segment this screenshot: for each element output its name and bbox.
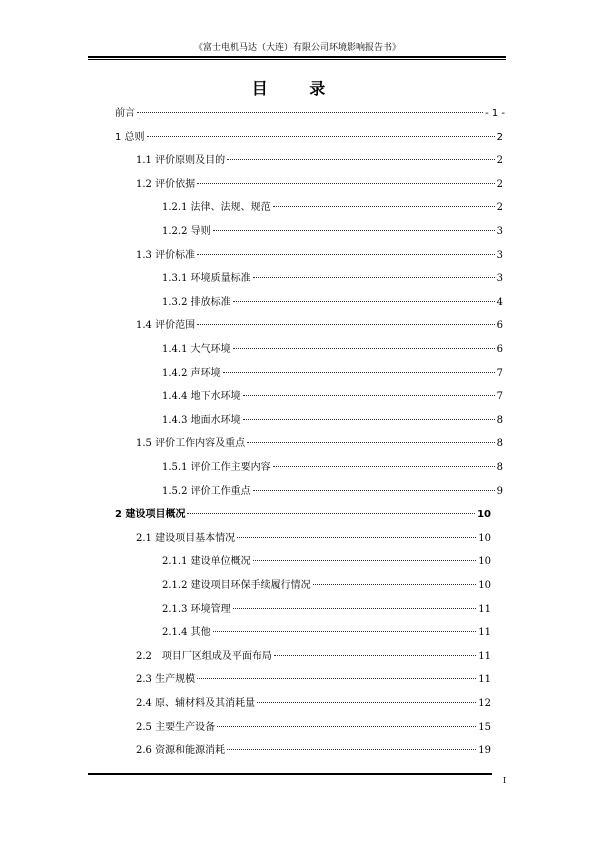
toc-entry[interactable] [136, 672, 491, 688]
footer-rule [88, 773, 492, 775]
toc-entry-page: 11 [478, 650, 491, 662]
toc-entry-label: 2.1.3 环境管理 [162, 603, 231, 615]
toc-entry-label: 1.4.3 地面水环境 [162, 414, 241, 426]
toc-leader-dots [273, 466, 495, 467]
toc-entry-label: 1.3.2 排放标准 [162, 296, 231, 308]
toc-leader-dots [197, 254, 495, 255]
toc-entry-label: 1.4.2 声环境 [162, 367, 221, 379]
toc-entry-label: 1 总则 [115, 131, 145, 143]
toc-entry[interactable] [162, 224, 503, 240]
toc-entry[interactable] [136, 649, 491, 665]
toc-entry-page: 10 [478, 556, 491, 568]
toc-entry-page: 2 [496, 155, 503, 167]
toc-entry-page: 9 [496, 485, 503, 497]
toc-entry-page: 10 [477, 509, 491, 521]
toc-leader-dots [253, 560, 477, 561]
toc-entry[interactable] [162, 200, 503, 216]
toc-entry-label: 1.5.2 评价工作重点 [162, 485, 251, 497]
toc-entry-label: 2.1.2 建设项目环保手续履行情况 [162, 580, 311, 591]
toc-entry-page: 8 [496, 438, 503, 450]
toc-entry-label: 1.5 评价工作内容及重点 [136, 438, 246, 450]
toc-entry-page: 3 [496, 226, 503, 237]
toc-entry-label: 2.5 主要生产设备 [136, 721, 216, 733]
toc-entry-page: 3 [496, 249, 503, 261]
toc-entry[interactable] [136, 696, 491, 712]
toc-leader-dots [217, 726, 476, 727]
toc-leader-dots [187, 513, 475, 514]
toc-entry-label: 1.2 评价依据 [136, 178, 196, 190]
toc-entry[interactable] [115, 130, 503, 146]
toc-entry-label: 1.1 评价原则及目的 [136, 155, 226, 167]
toc-leader-dots [197, 324, 495, 325]
toc-entry-label: 2 建设项目概况 [115, 509, 186, 521]
toc-leader-dots [197, 678, 476, 679]
toc-entry-page: 19 [478, 745, 491, 757]
toc-leader-dots [137, 112, 483, 113]
header-rule [88, 56, 506, 58]
toc-title: 目 录 [251, 79, 344, 98]
toc-leader-dots [233, 608, 477, 609]
toc-leader-dots [227, 749, 476, 750]
header-rule-thin [88, 59, 506, 60]
toc-entry[interactable] [162, 484, 503, 500]
toc-leader-dots [257, 702, 476, 703]
toc-entry-label: 1.3 评价标准 [136, 249, 196, 261]
toc-leader-dots [247, 442, 495, 443]
toc-entry-label: 1.5.1 评价工作主要内容 [162, 462, 271, 473]
toc-entry[interactable] [136, 436, 503, 452]
toc-entry[interactable] [136, 248, 503, 264]
toc-entry[interactable] [162, 389, 503, 405]
toc-entry[interactable] [115, 106, 505, 122]
toc-entry[interactable] [136, 720, 491, 736]
toc-leader-dots [274, 655, 476, 656]
toc-entry-page: 10 [478, 532, 491, 544]
toc-entry[interactable] [136, 743, 491, 759]
toc-entry-page: 2 [496, 202, 503, 214]
toc-leader-dots [243, 395, 495, 396]
toc-entry-label: 前言 [115, 108, 135, 119]
toc-entry-label: 1.4.1 大气环境 [162, 344, 231, 355]
toc-entry[interactable] [162, 295, 503, 311]
toc-leader-dots [223, 372, 495, 373]
toc-entry-label: 2.1.1 建设单位概况 [162, 556, 251, 568]
toc-entry[interactable] [162, 366, 503, 382]
toc-entry-page: 15 [478, 721, 491, 733]
toc-leader-dots [243, 419, 495, 420]
toc-entry[interactable] [162, 460, 503, 476]
toc-entry-page: 2 [496, 178, 503, 190]
toc-entry[interactable] [162, 413, 503, 429]
toc-leader-dots [233, 301, 495, 302]
toc-leader-dots [147, 136, 495, 137]
toc-entry[interactable] [136, 153, 503, 169]
toc-entry-label: 2.1.4 其他 [162, 627, 211, 639]
toc-entry-label: 2.3 生产规模 [136, 674, 196, 686]
toc-entry[interactable] [162, 602, 491, 618]
toc-entry[interactable] [162, 625, 491, 641]
toc-leader-dots [273, 206, 495, 207]
toc-entry-page: 6 [496, 320, 503, 332]
toc-entry-page: 6 [496, 344, 503, 355]
toc-entry-page: 8 [496, 462, 503, 473]
toc-entry[interactable] [115, 507, 491, 523]
page-number: I [503, 776, 507, 785]
toc-entry-page: 4 [496, 296, 503, 308]
toc-entry-label: 1.2.2 导则 [162, 226, 211, 237]
toc-leader-dots [213, 230, 495, 231]
toc-entry-label: 1.2.1 法律、法规、规范 [162, 202, 271, 214]
toc-entry[interactable] [162, 554, 491, 570]
toc-entry-page: 7 [496, 367, 503, 379]
toc-entry-label: 2.1 建设项目基本情况 [136, 532, 236, 544]
toc-entry-page: 8 [496, 414, 503, 426]
toc-entry-label: 1.4.4 地下水环境 [162, 391, 241, 403]
toc-entry-page: 10 [478, 580, 491, 591]
toc-entry-page: - 1 - [485, 108, 505, 119]
toc-leader-dots [253, 490, 495, 491]
toc-entry-page: 11 [478, 674, 491, 686]
toc-leader-dots [197, 183, 495, 184]
toc-leader-dots [227, 159, 495, 160]
toc-entry-label: 2.6 资源和能源消耗 [136, 745, 226, 757]
toc-leader-dots [233, 348, 495, 349]
toc-entry-label: 1.3.1 环境质量标准 [162, 273, 251, 285]
toc-leader-dots [253, 277, 495, 278]
toc-entry-page: 11 [478, 603, 491, 615]
toc-entry-page: 3 [496, 273, 503, 285]
toc-entry-page: 2 [496, 131, 503, 143]
toc-entry[interactable] [136, 318, 503, 334]
toc-entry-page: 7 [496, 391, 503, 403]
toc-entry-page: 11 [478, 627, 491, 639]
toc-leader-dots [213, 631, 477, 632]
toc-entry[interactable] [162, 342, 503, 358]
toc-entry-label: 2.4 原、辅材料及其消耗量 [136, 698, 256, 709]
toc-entry[interactable] [162, 271, 503, 287]
toc-entry[interactable] [136, 177, 503, 193]
document-header: 《富士电机马达（大连）有限公司环境影响报告书》 [193, 43, 401, 53]
toc-leader-dots [313, 584, 477, 585]
toc-entry[interactable] [136, 531, 491, 547]
toc-entry-page: 12 [478, 698, 491, 709]
toc-entry-label: 2.2 项目厂区组成及平面布局 [136, 650, 272, 662]
toc-leader-dots [237, 537, 476, 538]
toc-entry-label: 1.4 评价范围 [136, 320, 196, 332]
toc-entry[interactable] [162, 578, 491, 594]
